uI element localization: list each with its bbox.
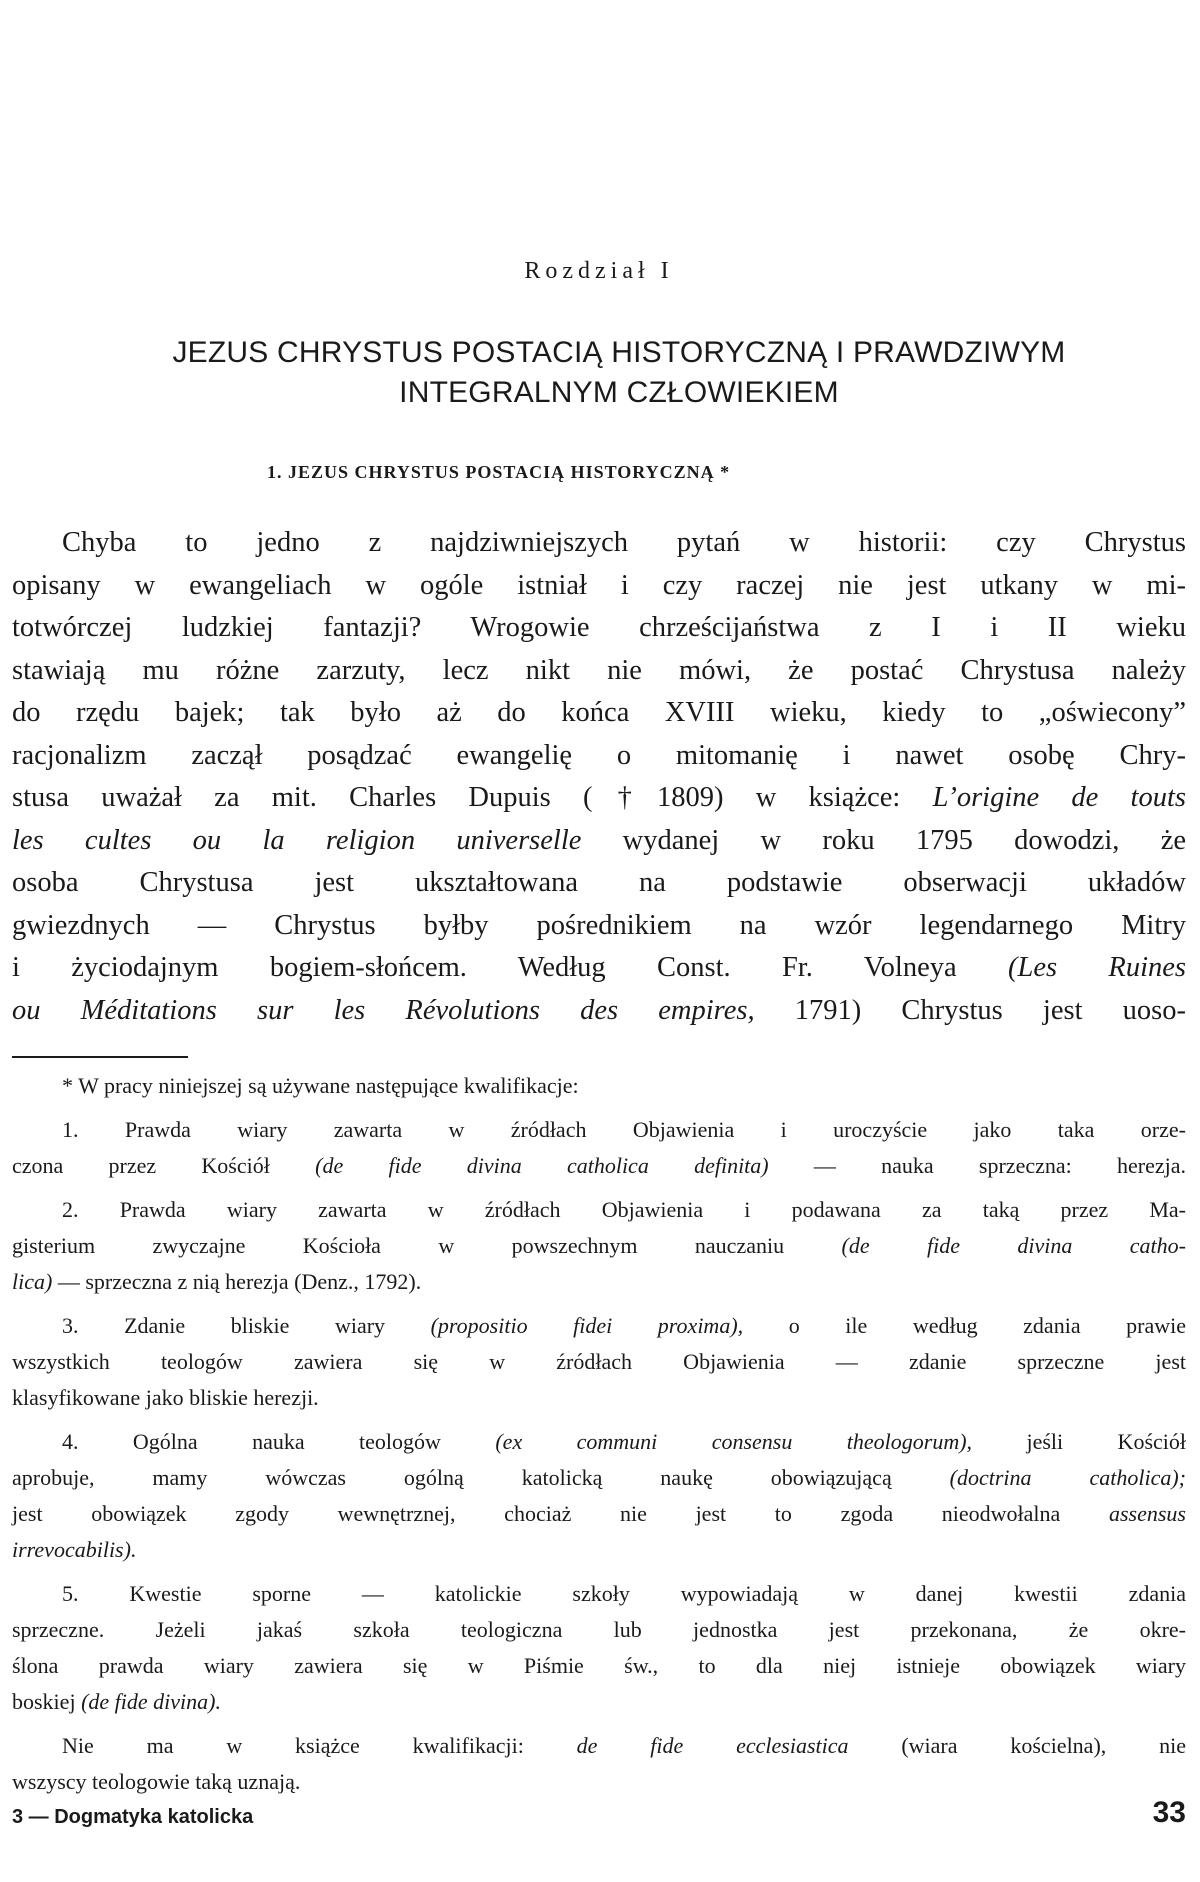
footnote-line: [12, 1532, 1186, 1568]
text-segment: aprobuje, mamy wówczas ogólną katolicką naukę obowiązującą: [12, 1465, 950, 1490]
text-segment: wydanej w roku 1795 dowodzi, że: [581, 824, 1186, 856]
text-segment: i życiodajnym bogiem-słońcem. Według Const. Fr. Volneya: [12, 952, 1008, 983]
footnote-line: [12, 1684, 1186, 1720]
footnote-item-3: [12, 1308, 1186, 1416]
text-segment: Nie ma w książce kwalifikacji:: [62, 1733, 577, 1758]
footnote-item-5: [12, 1576, 1186, 1720]
book-title-italic: L’origine de touts: [932, 782, 1186, 813]
footnote-line: [12, 1496, 1186, 1532]
footnote-note: [12, 1728, 1186, 1800]
chapter-title-line2: INTEGRALNYM CZŁOWIEKIEM: [399, 376, 839, 409]
latin-term-italic: assensus: [1108, 1501, 1186, 1526]
text-line: [12, 947, 1186, 990]
chapter-title: [52, 333, 1186, 413]
text-segment: (wiara kościelna), nie: [848, 1733, 1186, 1758]
page-number: 33: [1152, 1796, 1186, 1829]
footnote-line: [12, 1728, 1186, 1764]
latin-term-italic: (propositio fidei proxima),: [430, 1313, 744, 1338]
footnote-line: [12, 1308, 1186, 1344]
text-line: totwórczej ludzkiej fantazji? Wrogowie chrześcijaństwa z I i II wieku: [12, 612, 1186, 643]
latin-term-italic: (ex communi consensu theologorum),: [495, 1429, 973, 1454]
footnote-item-2: [12, 1192, 1186, 1300]
text-line: gwiezdnych — Chrystus byłby pośrednikiem na wzór legendarnego Mitry: [12, 909, 1186, 941]
text-segment: 1791) Chrystus jest uoso-: [754, 994, 1187, 1026]
footnote-line: [12, 1228, 1186, 1264]
footnote-line: 1. Prawda wiary zawarta w źródłach Objawienia i uroczyście jako taka orze-: [62, 1117, 1186, 1142]
text-segment: 4. Ogólna nauka teologów: [62, 1429, 496, 1454]
footnote-line: klasyfikowane jako bliskie herezji.: [12, 1385, 319, 1410]
footnote-line: 5. Kwestie sporne — katolickie szkoły wypowiadają w danej kwestii zdania: [62, 1581, 1186, 1606]
text-segment: — sprzeczna z nią herezja (Denz., 1792).: [52, 1269, 422, 1294]
chapter-title-line1: JEZUS CHRYSTUS POSTACIĄ HISTORYCZNĄ I PRAWDZIWYM: [172, 336, 1066, 369]
latin-term-italic: (de fide divina).: [81, 1689, 221, 1714]
text-line: [12, 777, 1186, 820]
text-line: stawiają mu różne zarzuty, lecz nikt nie mówi, że postać Chrystusa należy: [12, 654, 1186, 686]
footnote-line: * W pracy niniejszej są używane następujące kwalifikacje:: [62, 1073, 579, 1098]
text-line: do rzędu bajek; tak było aż do końca XVIII wieku, kiedy to „oświecony”: [12, 697, 1186, 728]
footnote-line: [12, 1460, 1186, 1496]
latin-term-italic: (de fide divina catho-: [841, 1233, 1186, 1258]
book-title-italic: (Les Ruines: [1007, 952, 1186, 983]
latin-term-italic: (de fide divina catholica definita): [315, 1153, 769, 1178]
text-segment: o ile według zdania prawie: [743, 1313, 1186, 1338]
latin-term-italic: lica): [12, 1269, 53, 1294]
text-line: Chyba to jedno z najdziwniejszych pytań w historii: czy Chrystus: [62, 527, 1186, 558]
text-segment: stusa uważał za mit. Charles Dupuis (†1809) w książce:: [12, 782, 933, 813]
text-line: osoba Chrystusa jest ukształtowana na podstawie obserwacji układów: [12, 867, 1186, 898]
footnote-item-4: [12, 1424, 1186, 1568]
footnote-line: ślona prawda wiary zawiera się w Piśmie św., to dla niej istnieje obowiązek wiary: [12, 1653, 1186, 1678]
text-line: opisany w ewangeliach w ogóle istniał i czy raczej nie jest utkany w mi-: [12, 569, 1186, 601]
footnotes: [12, 1068, 1186, 1808]
main-text: [12, 522, 1186, 1032]
book-page: [12, 0, 1186, 1882]
footnote-line: [12, 1424, 1186, 1460]
latin-term-italic: irrevocabilis).: [12, 1537, 137, 1562]
chapter-label: Rozdział I: [524, 258, 674, 284]
latin-term-italic: (doctrina catholica);: [949, 1465, 1186, 1490]
book-title-italic: ou Méditations sur les Révolutions des empires,: [12, 994, 755, 1026]
printer-signature: 3 — Dogmatyka katolicka: [12, 1806, 254, 1828]
text-segment: 3. Zdanie bliskie wiary: [62, 1313, 431, 1338]
footnote-intro: [12, 1068, 1186, 1104]
text-line: racjonalizm zaczął posądzać ewangelię o mitomanię i nawet osobę Chry-: [12, 739, 1186, 771]
book-title-italic: les cultes ou la religion universelle: [12, 824, 582, 856]
footnote-line: [12, 1264, 1186, 1300]
footnote-line: wszyscy teologowie taką uznają.: [12, 1769, 301, 1794]
text-segment: czona przez Kościół: [12, 1153, 316, 1178]
footnote-line: 2. Prawda wiary zawarta w źródłach Objawienia i podawana za taką przez Ma-: [62, 1197, 1186, 1222]
text-line: [12, 990, 1186, 1033]
footnote-line: wszystkich teologów zawiera się w źródłach Objawienia — zdanie sprzeczne jest: [12, 1349, 1186, 1374]
footnote-separator: [12, 1056, 188, 1058]
text-segment: boskiej: [12, 1689, 82, 1714]
text-segment: jeśli Kościół: [972, 1429, 1186, 1454]
footnote-line: sprzeczne. Jeżeli jakaś szkoła teologiczna lub jednostka jest przekonana, że okre-: [12, 1617, 1186, 1642]
text-line: [12, 820, 1186, 863]
section-title: 1. JEZUS CHRYSTUS POSTACIĄ HISTORYCZNĄ *: [267, 462, 731, 482]
text-segment: gisterium zwyczajne Kościoła w powszechnym nauczaniu: [12, 1233, 842, 1258]
footnote-item-1: [12, 1112, 1186, 1184]
footnote-line: [12, 1148, 1186, 1184]
text-segment: — nauka sprzeczna: herezja.: [768, 1153, 1186, 1178]
text-segment: jest obowiązek zgody wewnętrznej, chociaż nie jest to zgoda nieodwołalna: [12, 1501, 1109, 1526]
latin-term-italic: de fide ecclesiastica: [576, 1733, 849, 1758]
